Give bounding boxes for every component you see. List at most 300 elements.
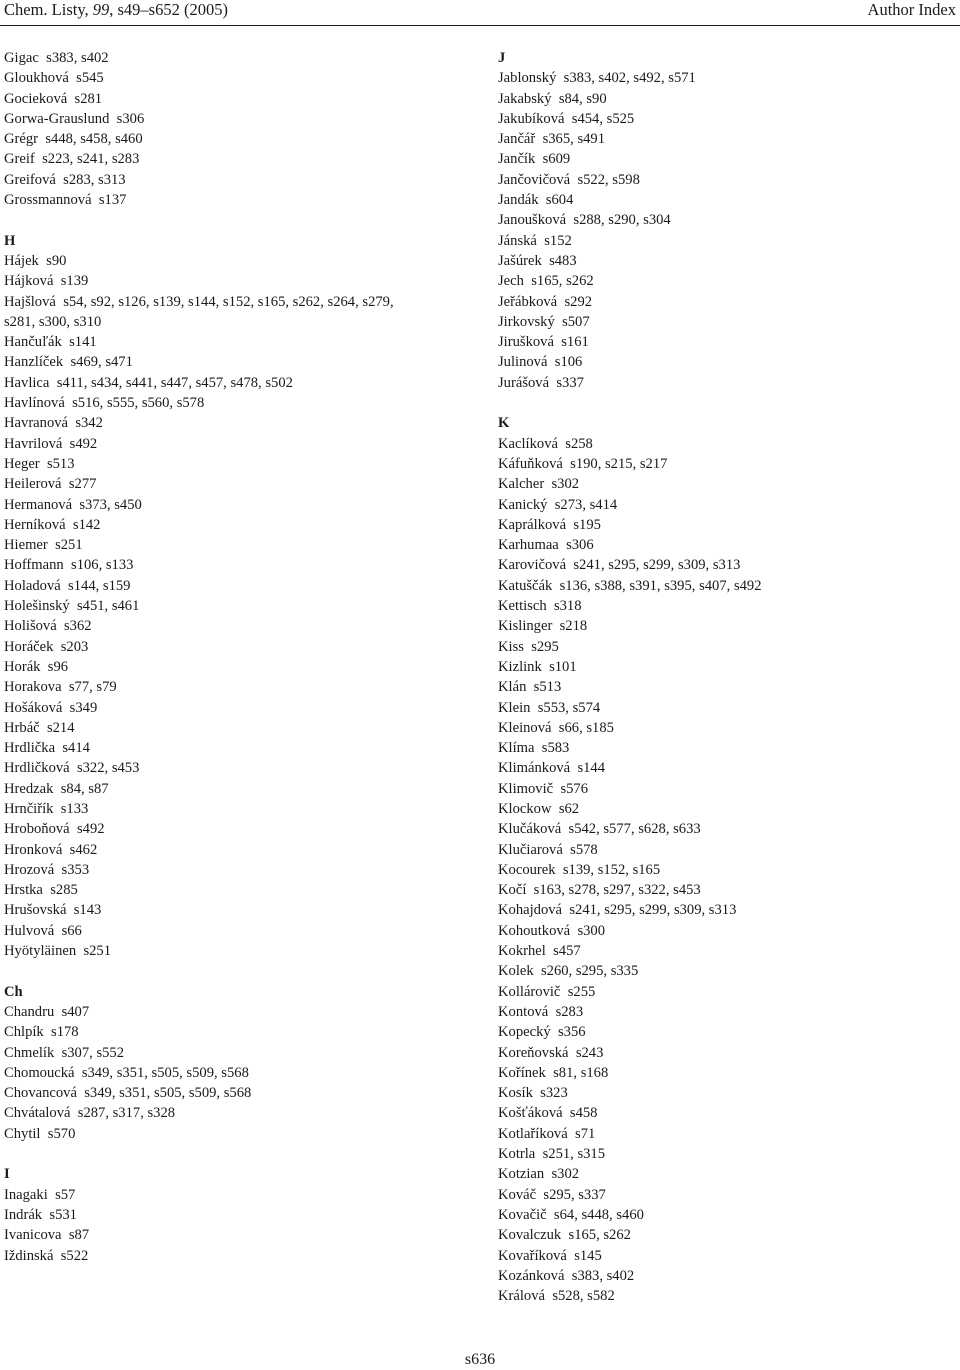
author-pages: s277: [68, 476, 97, 493]
author-pages: s66, s185: [558, 719, 614, 736]
author-name: Hanzlíček: [4, 354, 64, 371]
author-pages: s141: [69, 334, 97, 351]
author-name: Hrdličková: [4, 760, 70, 777]
author-name: Kettisch: [498, 598, 547, 615]
author-entry: [498, 1002, 953, 1022]
author-name: Heger: [4, 455, 40, 472]
author-name: Koreňovská: [498, 1044, 569, 1061]
author-name: Gigac: [4, 50, 39, 66]
author-name: Chomoucká: [4, 1064, 75, 1081]
author-name: Havranová: [4, 415, 69, 432]
author-pages: s258: [565, 435, 593, 452]
author-entry: [498, 1022, 953, 1042]
author-name: Chovancová: [4, 1085, 77, 1102]
author-entry: [498, 1185, 953, 1205]
author-entry: [4, 677, 464, 697]
author-pages: s287, s317, s328: [77, 1105, 176, 1122]
author-name: Ivanicova: [4, 1227, 62, 1244]
author-pages: s342: [75, 415, 103, 432]
author-entry: [4, 921, 464, 941]
author-pages: s322, s453: [76, 760, 140, 777]
author-name: Kolek: [498, 963, 534, 980]
author-pages: s576: [560, 780, 589, 797]
author-pages: s161: [561, 334, 589, 351]
author-name: Hančuľák: [4, 334, 62, 351]
author-pages: s195: [573, 516, 601, 533]
author-pages: s190, s215, s217: [570, 455, 668, 472]
author-name: Jánská: [498, 232, 537, 249]
author-name: Herníková: [4, 516, 66, 533]
author-pages: s306: [116, 110, 145, 127]
author-name: Havlínová: [4, 395, 65, 412]
author-pages: s362: [64, 618, 92, 635]
author-pages: s516, s555, s560, s578: [72, 395, 205, 412]
author-entry: [4, 738, 464, 758]
author-pages: s553, s574: [537, 699, 601, 716]
author-pages: s283, s313: [63, 171, 126, 188]
author-pages: s260, s295, s335: [540, 963, 639, 980]
author-name: Kotzian: [498, 1166, 545, 1183]
section-title: Author Index: [867, 0, 956, 19]
author-entry: [498, 332, 953, 352]
author-entry: [498, 129, 953, 149]
author-pages: s578: [570, 841, 598, 858]
author-name: Holadová: [4, 577, 61, 594]
author-entry: [4, 352, 464, 372]
author-pages: s337: [556, 374, 584, 391]
index-letter-heading: Ch: [4, 983, 23, 1000]
author-entry: [4, 149, 464, 169]
author-pages: s165, s262: [531, 273, 594, 290]
author-entry: [4, 1246, 464, 1266]
author-name: Chandru: [4, 1003, 55, 1020]
author-entry: [4, 292, 464, 312]
author-pages: s203: [60, 638, 89, 655]
author-name: Jurášová: [498, 374, 550, 391]
author-pages: s178: [51, 1024, 79, 1041]
author-entry: [4, 1063, 464, 1083]
author-entry: [498, 698, 953, 718]
author-pages: s106: [554, 354, 583, 371]
author-name: Klimánková: [498, 760, 571, 777]
author-name: Chmelík: [4, 1044, 55, 1061]
author-entry: [4, 698, 464, 718]
author-pages: s243: [575, 1044, 604, 1061]
author-entry: [4, 271, 464, 291]
author-entry: [4, 170, 464, 190]
author-entry: [498, 779, 953, 799]
author-entry: [4, 779, 464, 799]
author-pages: s218: [559, 618, 588, 635]
author-pages: s383, s402: [46, 50, 109, 66]
author-name: Jirkovský: [498, 313, 555, 330]
author-name: Kokrhel: [498, 943, 546, 960]
author-entry: [4, 68, 464, 88]
author-pages: s492: [69, 435, 98, 452]
author-entry: [4, 1205, 464, 1225]
author-entry: [4, 515, 464, 535]
author-pages: s163, s278, s297, s322, s453: [533, 882, 701, 899]
author-pages: s84, s90: [558, 90, 607, 107]
author-name: Klockow: [498, 800, 552, 817]
author-entry: [498, 1144, 953, 1164]
author-pages: s513: [46, 455, 75, 472]
author-entry: [498, 190, 953, 210]
author-name: Kovačič: [498, 1206, 547, 1223]
author-pages: s469, s471: [70, 354, 133, 371]
author-pages: s451, s461: [76, 598, 140, 615]
author-entry: [498, 1225, 953, 1245]
author-name: Klíma: [498, 740, 535, 757]
author-pages: s609: [542, 151, 571, 168]
author-entry: [4, 190, 464, 210]
author-entry: [498, 68, 953, 88]
author-name: Hrozová: [4, 861, 55, 878]
author-name: Hronková: [4, 841, 63, 858]
author-entry: [498, 1103, 953, 1123]
author-pages: s255: [567, 983, 596, 1000]
author-pages: s54, s92, s126, s139, s144, s152, s165, s262, s264, s279,: [63, 293, 394, 310]
author-entry: [4, 434, 464, 454]
author-name: Jandák: [498, 192, 539, 209]
author-entry: [498, 819, 953, 839]
author-name: Hrdlička: [4, 740, 56, 757]
author-pages: s570: [47, 1125, 76, 1142]
author-name: Horakova: [4, 679, 62, 696]
page-range: , s49–s652 (2005): [109, 0, 228, 19]
index-letter-heading: J: [498, 50, 506, 66]
author-pages: s96: [47, 658, 69, 675]
author-name: Karhumaa: [498, 537, 559, 554]
author-name: Kovaříková: [498, 1247, 567, 1264]
author-name: Heilerová: [4, 476, 62, 493]
author-pages: s356: [557, 1024, 586, 1041]
author-pages: s483: [549, 252, 577, 269]
author-pages: s583: [541, 740, 570, 757]
author-name: Klein: [498, 699, 531, 716]
author-entry: [4, 637, 464, 657]
author-entry: [4, 1002, 464, 1022]
section-gap: [4, 210, 464, 230]
author-entry: [498, 109, 953, 129]
author-name: Hroboňová: [4, 821, 70, 838]
author-name: Hájek: [4, 252, 39, 269]
author-entry: [4, 373, 464, 393]
author-entry: [4, 109, 464, 129]
author-entry: [4, 900, 464, 920]
author-entry: [4, 251, 464, 271]
author-name: Chlpík: [4, 1024, 44, 1041]
author-entry: [498, 555, 953, 575]
header-rule: [0, 25, 960, 26]
author-name: Jirušková: [498, 334, 554, 351]
author-name: Kozánková: [498, 1267, 565, 1284]
author-entry: [4, 596, 464, 616]
index-column-right: [498, 48, 953, 1306]
author-entry: [4, 332, 464, 352]
author-pages: s251, s315: [542, 1146, 606, 1163]
author-entry: [498, 758, 953, 778]
author-entry: [498, 921, 953, 941]
author-entry: [498, 900, 953, 920]
author-name: Greif: [4, 151, 35, 168]
author-entry: [498, 231, 953, 251]
author-entry: [498, 1205, 953, 1225]
author-entry: [498, 535, 953, 555]
author-entry: [4, 413, 464, 433]
author-name: Chvátalová: [4, 1105, 71, 1122]
author-name: Gloukhová: [4, 70, 69, 87]
author-name: Kotrla: [498, 1146, 536, 1163]
author-name: Káfuňková: [498, 455, 563, 472]
author-pages: s81, s168: [553, 1064, 609, 1081]
author-entry: [498, 1043, 953, 1063]
author-pages: s365, s491: [542, 131, 606, 148]
author-name: Kotlaříková: [498, 1125, 568, 1142]
author-entry: [4, 393, 464, 413]
author-entry: [498, 251, 953, 271]
section-gap: [498, 393, 953, 413]
author-name: Jančovičová: [498, 171, 571, 188]
author-name: Gorwa-Grauslund: [4, 110, 110, 127]
author-name: Kosík: [498, 1085, 533, 1102]
author-name: Kořínek: [498, 1064, 546, 1081]
author-pages: s454, s525: [571, 110, 635, 127]
author-entry: [498, 89, 953, 109]
author-pages: s353: [61, 861, 90, 878]
author-name: Horák: [4, 658, 41, 675]
author-pages: s142: [72, 516, 101, 533]
author-entry: [498, 616, 953, 636]
author-name: Hermanová: [4, 496, 73, 513]
author-name: Kalcher: [498, 476, 545, 493]
author-pages: s528, s582: [552, 1288, 615, 1305]
author-entry: [4, 48, 464, 68]
author-entry: [498, 1246, 953, 1266]
running-header: [0, 0, 960, 26]
author-name: Hrstka: [4, 882, 43, 899]
author-pages: s288, s290, s304: [573, 212, 671, 229]
author-pages: s302: [551, 1166, 580, 1183]
author-pages-continued: s281, s300, s310: [4, 313, 102, 330]
author-pages: s522: [60, 1247, 89, 1264]
author-entry: [4, 840, 464, 860]
author-entry: [498, 860, 953, 880]
author-pages: s545: [76, 70, 104, 87]
author-name: Košťáková: [498, 1105, 563, 1122]
author-name: Jašúrek: [498, 252, 542, 269]
author-entry: [498, 474, 953, 494]
author-entry: [498, 1063, 953, 1083]
author-pages: s77, s79: [68, 679, 117, 696]
author-name: Klučiarová: [498, 841, 563, 858]
author-pages: s137: [98, 192, 127, 209]
author-pages: s87: [68, 1227, 90, 1244]
author-name: Hájková: [4, 273, 54, 290]
section-gap: [4, 961, 464, 981]
author-name: Holišová: [4, 618, 57, 635]
author-pages: s513: [533, 679, 562, 696]
author-entry: [4, 576, 464, 596]
author-entry: [4, 535, 464, 555]
author-name: Kopecký: [498, 1024, 551, 1041]
author-entry: [498, 677, 953, 697]
author-entry: [498, 434, 953, 454]
author-name: Kocourek: [498, 861, 556, 878]
author-entry: [4, 1083, 464, 1103]
author-entry: [498, 1266, 953, 1286]
author-pages: s383, s402, s492, s571: [563, 70, 696, 87]
author-pages: s223, s241, s283: [42, 151, 140, 168]
author-pages: s64, s448, s460: [553, 1206, 644, 1223]
author-pages: s306: [566, 537, 594, 554]
author-name: Klimovič: [498, 780, 554, 797]
author-pages: s458: [569, 1105, 598, 1122]
author-name: Indrák: [4, 1206, 43, 1223]
author-entry: [498, 1124, 953, 1144]
author-pages: s241, s295, s299, s309, s313: [569, 902, 737, 919]
author-name: Katuščák: [498, 577, 553, 594]
author-name: Hrnčiřík: [4, 800, 54, 817]
author-pages: s144: [577, 760, 606, 777]
author-pages: s349, s351, s505, s509, s568: [81, 1064, 249, 1081]
index-letter-heading: K: [498, 415, 510, 432]
author-name: Holešinský: [4, 598, 70, 615]
author-name: Hiemer: [4, 537, 48, 554]
author-name: Greifová: [4, 171, 56, 188]
author-name: Králová: [498, 1288, 546, 1305]
author-pages: s144, s159: [68, 577, 131, 594]
index-column-left: [4, 48, 464, 1266]
author-pages: s66: [61, 922, 82, 939]
author-entry: [498, 941, 953, 961]
author-entry: [4, 880, 464, 900]
author-name: Kohajdová: [498, 902, 563, 919]
author-name: Inagaki: [4, 1186, 48, 1203]
author-entry: [4, 89, 464, 109]
author-pages: s383, s402: [571, 1267, 635, 1284]
author-pages: s407: [61, 1003, 90, 1020]
author-pages: s241, s295, s299, s309, s313: [573, 557, 741, 574]
index-letter-heading: I: [4, 1166, 10, 1183]
page-number: s636: [464, 1351, 496, 1368]
author-entry: [4, 495, 464, 515]
author-pages: s251: [55, 537, 83, 554]
index-letter-heading: H: [4, 232, 16, 249]
author-name: Kleinová: [498, 719, 552, 736]
author-name: Hajšlová: [4, 293, 56, 310]
author-pages: s604: [545, 192, 574, 209]
author-entry: [498, 495, 953, 515]
section-gap: [4, 1144, 464, 1164]
author-pages: s457: [553, 943, 581, 960]
author-pages: s349: [69, 699, 98, 716]
author-entry: [4, 819, 464, 839]
author-name: Jančík: [498, 151, 536, 168]
author-pages: s531: [49, 1206, 77, 1223]
author-pages: s542, s577, s628, s633: [568, 821, 701, 838]
author-entry: [498, 596, 953, 616]
author-name: Jančář: [498, 131, 536, 148]
author-pages: s300: [577, 922, 606, 939]
author-name: Jakabský: [498, 90, 552, 107]
author-name: Kontová: [498, 1003, 549, 1020]
author-entry: [498, 1286, 953, 1306]
author-name: Karovičová: [498, 557, 567, 574]
author-name: Kizlink: [498, 658, 542, 675]
author-name: Hredzak: [4, 780, 54, 797]
author-entry: [4, 129, 464, 149]
author-name: Kiss: [498, 638, 524, 655]
author-entry: [4, 758, 464, 778]
author-pages: s414: [62, 740, 90, 757]
author-pages: s101: [549, 658, 577, 675]
author-entry: [498, 657, 953, 677]
author-pages: s318: [553, 598, 582, 615]
author-pages: s492: [76, 821, 105, 838]
author-pages: s145: [574, 1247, 602, 1264]
author-pages: s522, s598: [577, 171, 640, 188]
author-pages: s152: [544, 232, 572, 249]
author-entry: [498, 210, 953, 230]
author-name: Havlica: [4, 374, 50, 391]
author-name: Havrilová: [4, 435, 63, 452]
author-name: Hoffmann: [4, 557, 64, 574]
author-name: Jakubíková: [498, 110, 565, 127]
author-pages: s90: [46, 252, 67, 269]
author-name: Jablonský: [498, 70, 557, 87]
author-entry: [498, 454, 953, 474]
author-name: Hrušovská: [4, 902, 67, 919]
author-entry: [498, 576, 953, 596]
author-pages: s349, s351, s505, s509, s568: [84, 1085, 252, 1102]
author-name: Kovalczuk: [498, 1227, 562, 1244]
author-entry: [4, 616, 464, 636]
author-entry: [4, 718, 464, 738]
author-entry: [4, 657, 464, 677]
author-pages: s136, s388, s391, s395, s407, s492: [559, 577, 762, 594]
author-pages: s285: [50, 882, 78, 899]
author-entry: [498, 1164, 953, 1184]
author-name: Chytil: [4, 1125, 41, 1142]
author-entry: [498, 271, 953, 291]
author-pages: s292: [564, 293, 593, 310]
journal-name: Chem. Listy,: [4, 0, 93, 19]
author-entry: [4, 799, 464, 819]
author-pages: s139, s152, s165: [562, 861, 661, 878]
author-pages: s507: [562, 313, 590, 330]
author-name: Kislinger: [498, 618, 553, 635]
author-entry: [4, 1185, 464, 1205]
author-entry: [498, 982, 953, 1002]
author-pages: s273, s414: [554, 496, 618, 513]
author-entry: [4, 1103, 464, 1123]
author-pages: s411, s434, s441, s447, s457, s478, s502: [56, 374, 293, 391]
author-name: Hulvová: [4, 922, 55, 939]
author-name: Kanický: [498, 496, 548, 513]
author-entry: [498, 352, 953, 372]
author-entry: [498, 738, 953, 758]
author-name: Kollárovič: [498, 983, 561, 1000]
author-name: Kaprálková: [498, 516, 567, 533]
author-name: Julinová: [498, 354, 548, 371]
author-entry: [4, 941, 464, 961]
author-entry: [498, 637, 953, 657]
author-entry: [4, 1043, 464, 1063]
author-pages: s323: [540, 1085, 568, 1102]
author-name: Kočí: [498, 882, 527, 899]
author-name: Hošáková: [4, 699, 63, 716]
